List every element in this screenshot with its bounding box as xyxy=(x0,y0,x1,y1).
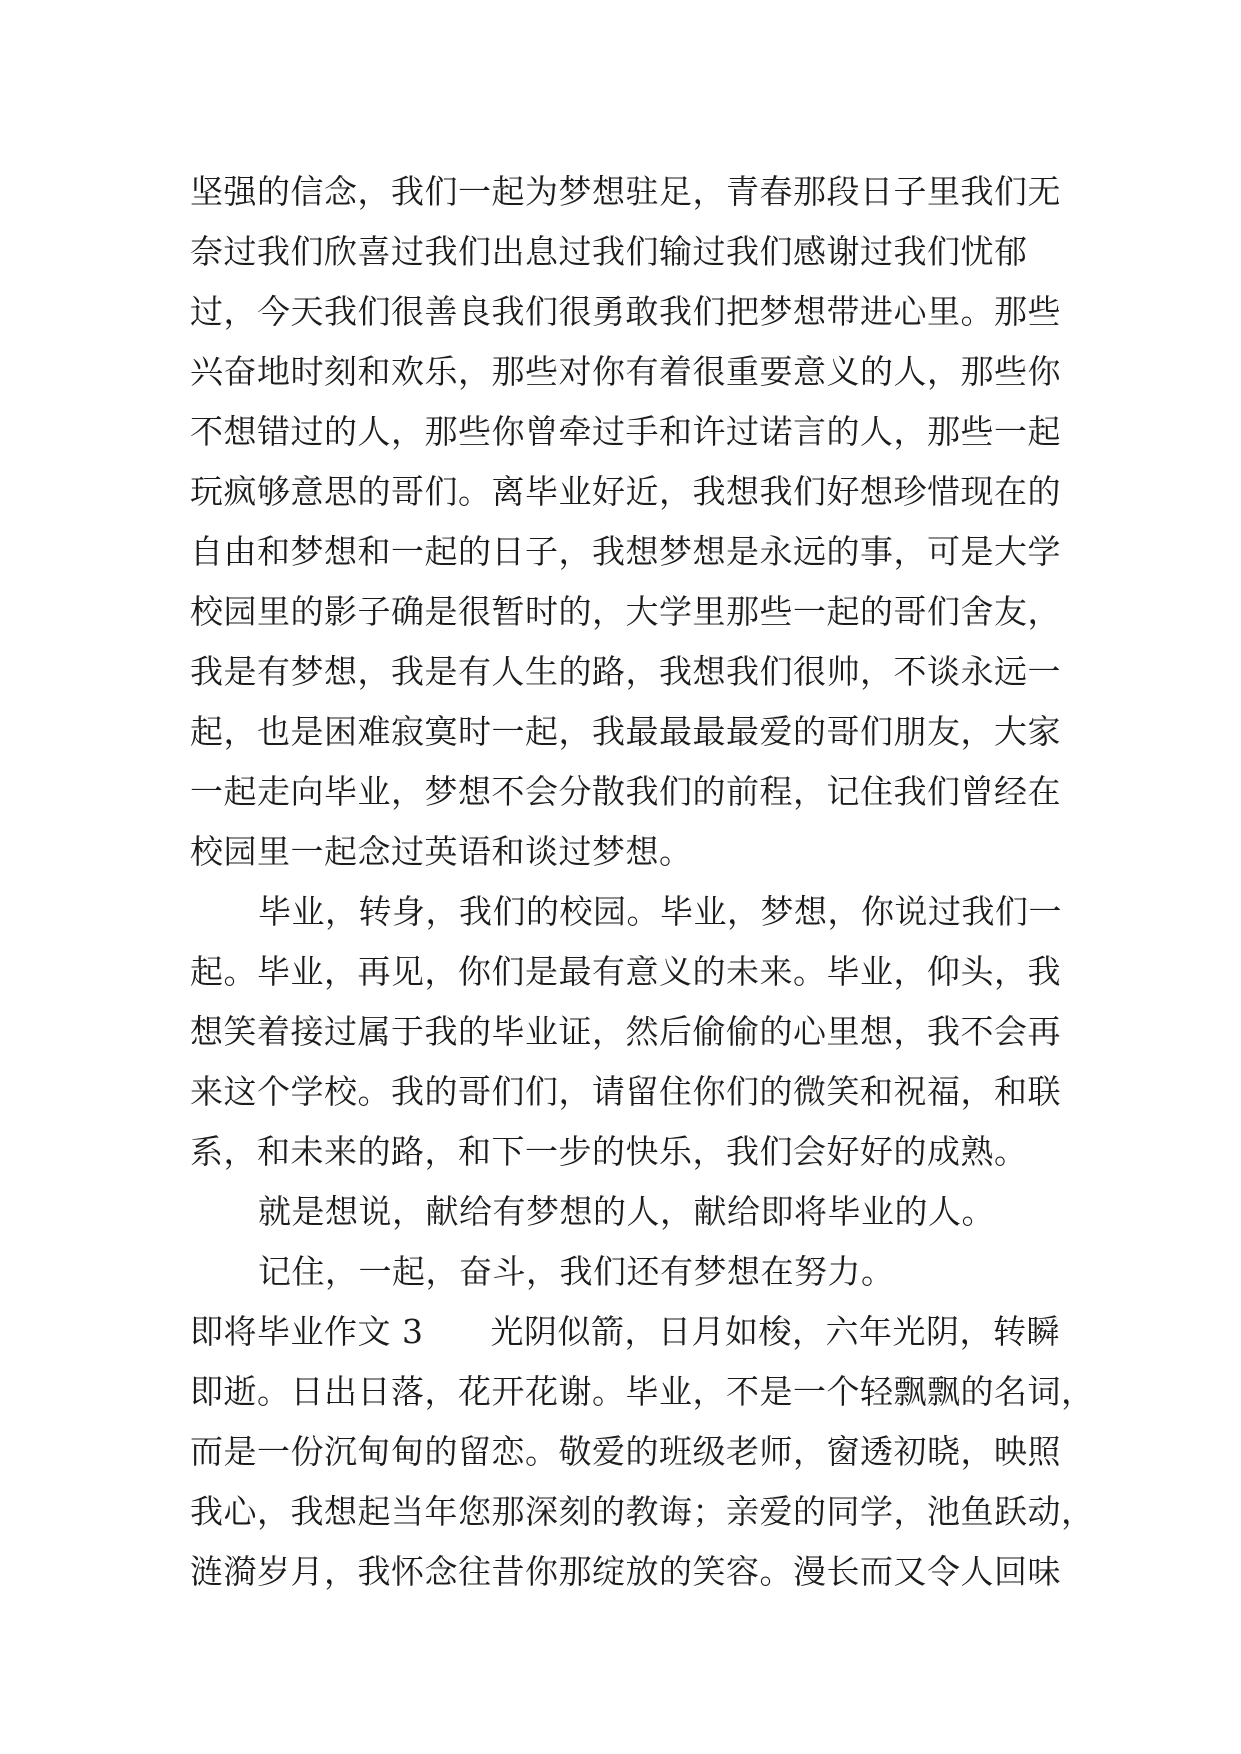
text-line: 系，和未来的路，和下一步的快乐，我们会好好的成熟。 xyxy=(190,1132,1028,1171)
paragraph-start-line: 记住，一起，奋斗，我们还有梦想在努力。 xyxy=(258,1252,895,1291)
paragraph-start-line: 就是想说，献给有梦想的人，献给即将毕业的人。 xyxy=(258,1192,995,1231)
text-line: 涟漪岁月，我怀念往昔你那绽放的笑容。漫长而又令人回味 xyxy=(190,1552,1061,1591)
text-line: 一起走向毕业，梦想不会分散我们的前程，记住我们曾经在 xyxy=(190,772,1061,811)
text-line: 来这个学校。我的哥们们，请留住你们的微笑和祝福，和联 xyxy=(190,1072,1061,1111)
text-line: 自由和梦想和一起的日子，我想梦想是永远的事，可是大学 xyxy=(190,532,1061,571)
text-line: 起。毕业，再见，你们是最有意义的未来。毕业，仰头，我 xyxy=(190,952,1061,991)
text-line: 玩疯够意思的哥们。离毕业好近，我想我们好想珍惜现在的 xyxy=(190,472,1061,511)
paragraph-start-line: 毕业，转身，我们的校园。毕业，梦想，你说过我们一 xyxy=(258,892,1062,931)
text-line: 而是一份沉甸甸的留恋。敬爱的班级老师，窗透初晓，映照 xyxy=(190,1432,1061,1471)
text-line: 校园里的影子确是很暂时的，大学里那些一起的哥们舍友， xyxy=(190,592,1061,631)
text-line: 我是有梦想，我是有人生的路，我想我们很帅，不谈永远一 xyxy=(190,652,1061,691)
text-line: 奈过我们欣喜过我们出息过我们输过我们感谢过我们忧郁 xyxy=(190,232,1028,271)
text-line: 过，今天我们很善良我们很勇敢我们把梦想带进心里。那些 xyxy=(190,292,1061,331)
text-line: 想笑着接过属于我的毕业证，然后偷偷的心里想，我不会再 xyxy=(190,1012,1061,1051)
text-line: 即逝。日出日落，花开花谢。毕业，不是一个轻飘飘的名词， xyxy=(190,1372,1095,1411)
text-line: 起，也是困难寂寞时一起，我最最最最爱的哥们朋友，大家 xyxy=(190,712,1061,751)
document-body xyxy=(190,162,1095,1602)
text-line: 不想错过的人，那些你曾牵过手和许过诺言的人，那些一起 xyxy=(190,412,1061,451)
text-line: 兴奋地时刻和欢乐，那些对你有着很重要意义的人，那些你 xyxy=(190,352,1061,391)
text-line: 我心，我想起当年您那深刻的教诲；亲爱的同学，池鱼跃动， xyxy=(190,1492,1095,1531)
essay-heading-line: 即将毕业作文 3 光阴似箭，日月如梭，六年光阴，转瞬 xyxy=(190,1312,1060,1351)
text-line: 坚强的信念，我们一起为梦想驻足，青春那段日子里我们无 xyxy=(190,172,1061,211)
text-line: 校园里一起念过英语和谈过梦想。 xyxy=(190,832,693,871)
